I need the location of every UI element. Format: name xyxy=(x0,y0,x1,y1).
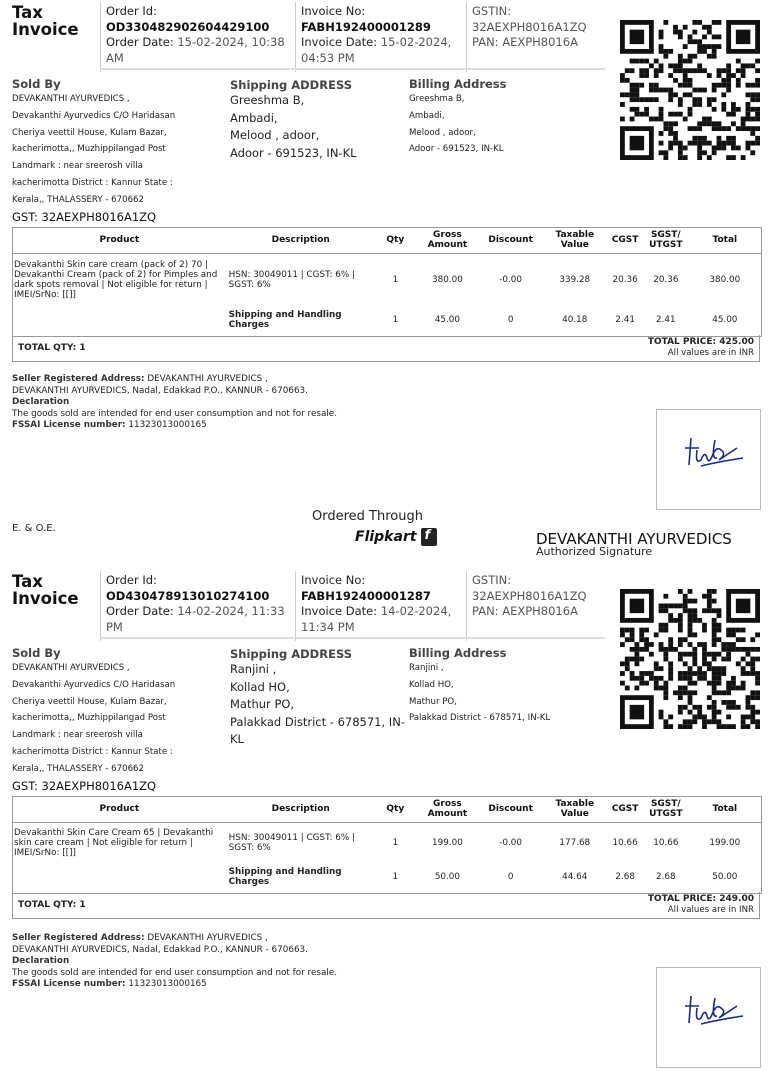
address-line: Ambadi, xyxy=(230,110,278,125)
order-id: OD330482902604429100 xyxy=(106,19,270,34)
address-line: Adoor - 691523, IN-KL xyxy=(230,145,357,160)
gstin-info: GSTIN: 32AEXPH8016A1ZQ PAN: AEXPH8016A xyxy=(472,573,612,620)
address-line: kacherimotta District : Kannur State : xyxy=(12,177,173,188)
col-sgst: SGST/ UTGST xyxy=(643,796,689,823)
order-date: 15-02-2024, 10:38 xyxy=(177,35,285,49)
address-line: Palakkad District - 678571, IN-KL xyxy=(409,713,551,724)
product-description: HSN: 30049011 | CGST: 6% | SGST: 6% xyxy=(228,269,355,290)
product-name: Devakanthi Skin Care Cream 65 | Devakanthi skin care cream | Not eligible for return | IMEI/SrNo: [[]] xyxy=(14,827,214,858)
address-line: Melood , adoor, xyxy=(230,128,320,142)
seller-footer: Seller Registered Address: DEVAKANTHI AYURVEDICS , DEVAKANTHI AYURVEDICS, Nadal, Edakkad P.O., KANNUR - 670663. Declaration The goods sold are intended for end user consumption and not for resale. FSSAI License number: 11323013000165 xyxy=(12,933,338,990)
address-line: DEVAKANTHI AYURVEDICS , xyxy=(12,663,130,673)
items-table xyxy=(12,227,761,334)
shipping-row: Shipping and Handling Charges 1 45.00 0 40.18 2.41 2.41 45.00 xyxy=(228,309,738,330)
invoice-info: Invoice No: FABH192400001287 Invoice Date: 14-02-2024, 11:34 PM xyxy=(301,573,452,634)
sold-by-address xyxy=(12,660,222,778)
address-line: Landmark : near sreerosh villa xyxy=(12,730,143,741)
col-product: Product xyxy=(12,227,227,254)
address-line: Ranjini , xyxy=(409,663,444,673)
col-discount: Discount xyxy=(479,227,542,254)
seller-footer: Seller Registered Address: DEVAKANTHI AYURVEDICS , DEVAKANTHI AYURVEDICS, Nadal, Edakkad P.O., KANNUR - 670663. Declaration The goods sold are intended for end user consumption and not for resale. FSSAI License number: 11323013000165 xyxy=(12,374,338,431)
gstin: 32AEXPH8016A1ZQ xyxy=(472,588,587,603)
col-gross: Gross Amount xyxy=(416,796,479,823)
order-date: 14-02-2024, 11:33 xyxy=(177,604,285,618)
address-line: Palakkad District - 678571, IN- xyxy=(230,714,405,729)
invoice-date: 14-02-2024, xyxy=(380,604,452,618)
invoice-number: FABH192400001289 xyxy=(301,19,431,34)
invoice-info: Invoice No: FABH192400001289 Invoice Date: 15-02-2024, 04:53 PM xyxy=(301,4,452,65)
col-description: Description xyxy=(227,796,375,823)
address-line: Ambadi, xyxy=(409,110,445,121)
billing-address: Billing Address Greeshma B, Ambadi, Melood , adoor, Adoor - 691523, IN-KL xyxy=(409,77,609,158)
address-line: Landmark : near sreerosh villa xyxy=(12,161,143,172)
address-line: Ranjini , xyxy=(230,662,277,676)
table-row: Devakanthi Skin Care Cream 65 | Devakanthi skin care cream | Not eligible for return | IMEI/SrNo: [[]] HSN: 30049011 | CGST: 6% | SGST: 6% 1 199.00 -0.00 177.68 10.66 10.66 199.00 xyxy=(12,823,761,863)
qr-code xyxy=(620,589,760,729)
items-table xyxy=(12,796,761,891)
order-info: Order Id: OD330482902604429100 Order Date: 15-02-2024, 10:38 AM xyxy=(106,4,285,65)
address-line: Kerala,, THALASSERY - 670662 xyxy=(12,194,144,205)
table-row: Devakanthi Skin care cream (pack of 2) 70 | Devakanthi Cream (pack of 2) for Pimples and dark spots removal | Not eligible for return | IMEI/SrNo: [[]] HSN: 30049011 | CGST: 6% | SGST: 6% 1 380.00 -0.00 339.28 20.36 20.36 380.00 xyxy=(12,254,761,306)
col-cgst: CGST xyxy=(607,227,643,254)
col-taxable: Taxable Value xyxy=(542,227,607,254)
col-qty: Qty xyxy=(375,227,416,254)
order-id: OD430478913010274100 xyxy=(106,588,270,603)
invoice-number: FABH192400001287 xyxy=(301,588,431,603)
signature-scribble-icon xyxy=(657,410,760,509)
address-line: Mathur PO, xyxy=(230,697,295,711)
gst-number: GST: 32AEXPH8016A1ZQ xyxy=(12,210,157,224)
col-gross: Gross Amount xyxy=(416,227,479,254)
address-line: Greeshma B, xyxy=(230,93,305,107)
col-total: Total xyxy=(689,796,761,823)
address-line: Cheriya veettil House, Kulam Bazar, xyxy=(12,127,167,138)
signature-box xyxy=(656,409,761,510)
billing-address: Billing Address Ranjini , Kollad HO, Mathur PO, Palakkad District - 678571, IN-KL xyxy=(409,646,609,727)
col-total: Total xyxy=(689,227,761,254)
address-line: Melood , adoor, xyxy=(409,127,476,138)
address-line: Adoor - 691523, IN-KL xyxy=(409,144,504,155)
address-line: Kerala,, THALASSERY - 670662 xyxy=(12,763,144,774)
address-line: Cheriya veettil House, Kulam Bazar, xyxy=(12,696,167,707)
address-line: kacherimotta,, Muzhippilangad Post xyxy=(12,713,166,724)
pan: AEXPH8016A xyxy=(502,604,578,618)
totals-row xyxy=(12,335,760,362)
currency-note: All values are in INR xyxy=(667,905,754,915)
col-product: Product xyxy=(12,796,227,823)
total-qty: TOTAL QTY: 1 xyxy=(18,900,86,910)
flipkart-bag-icon xyxy=(421,528,437,546)
gstin: 32AEXPH8016A1ZQ xyxy=(472,19,587,34)
qr-code xyxy=(620,20,760,160)
col-description: Description xyxy=(227,227,375,254)
gst-number: GST: 32AEXPH8016A1ZQ xyxy=(12,779,157,793)
col-taxable: Taxable Value xyxy=(542,796,607,823)
signature-box xyxy=(656,967,761,1068)
sold-by: Sold By DEVAKANTHI AYURVEDICS , Devakanthi Ayurvedics C/O Haridasan Cheriya veettil House, Kulam Bazar, kacherimotta,, Muzhippilangad Post Landmark : near sreerosh villa kacherimotta District : Kannur State : Kerala,, THALASSERY - 670662 xyxy=(12,646,222,778)
address-line: kacherimotta,, Muzhippilangad Post xyxy=(12,144,166,155)
eoe-note: E. & O.E. xyxy=(12,523,56,534)
pan: AEXPH8016A xyxy=(502,35,578,49)
shipping-address: Shipping ADDRESS Greeshma B, Ambadi, Melood , adoor, Adoor - 691523, IN-KL xyxy=(230,78,405,162)
product-name: Devakanthi Skin care cream (pack of 2) 70 | Devakanthi Cream (pack of 2) for Pimples and dark spots removal | Not eligible for return | IMEI/SrNo: [[]] xyxy=(14,259,218,300)
address-line: DEVAKANTHI AYURVEDICS , xyxy=(12,94,130,104)
product-description: HSN: 30049011 | CGST: 6% | SGST: 6% xyxy=(228,832,355,853)
address-line: kacherimotta District : Kannur State : xyxy=(12,746,173,757)
invoice-date: 15-02-2024, xyxy=(380,35,452,49)
address-line: KL xyxy=(230,732,244,746)
col-qty: Qty xyxy=(375,796,416,823)
total-price: TOTAL PRICE: 425.00 xyxy=(647,337,754,347)
authorized-signature: Authorized Signature xyxy=(536,545,653,558)
address-line: Mathur PO, xyxy=(409,696,457,707)
invoice-title: Tax Invoice xyxy=(12,572,79,608)
order-info: Order Id: OD430478913010274100 Order Date: 14-02-2024, 11:33 PM xyxy=(106,573,285,634)
flipkart-logo: Flipkartf xyxy=(355,528,437,546)
invoice-2 xyxy=(0,569,768,1024)
sold-by-address xyxy=(12,91,222,209)
sold-by: Sold By DEVAKANTHI AYURVEDICS , Devakanthi Ayurvedics C/O Haridasan Cheriya veettil House, Kulam Bazar, kacherimotta,, Muzhippilangad Post Landmark : near sreerosh villa kacherimotta District : Kannur State : Kerala,, THALASSERY - 670662 xyxy=(12,77,222,209)
address-line: Devakanthi Ayurvedics C/O Haridasan xyxy=(12,679,176,690)
currency-note: All values are in INR xyxy=(667,348,754,358)
col-sgst: SGST/ UTGST xyxy=(643,227,689,254)
address-line: Kollad HO, xyxy=(230,679,290,694)
gstin-info: GSTIN: 32AEXPH8016A1ZQ PAN: AEXPH8016A xyxy=(472,4,612,51)
address-line: Devakanthi Ayurvedics C/O Haridasan xyxy=(12,110,176,121)
shipping-row: Shipping and Handling Charges 1 50.00 0 44.64 2.68 2.68 50.00 xyxy=(228,866,738,887)
seller-name: DEVAKANTHI AYURVEDICS xyxy=(536,530,732,548)
ordered-through: Ordered Through xyxy=(312,509,423,524)
totals-row xyxy=(12,892,760,919)
invoice-title: Tax Invoice xyxy=(12,3,79,39)
shipping-address: Shipping ADDRESS Ranjini , Kollad HO, Mathur PO, Palakkad District - 678571, IN- KL xyxy=(230,647,405,749)
total-price: TOTAL PRICE: 249.00 xyxy=(647,894,754,904)
col-cgst: CGST xyxy=(607,796,643,823)
col-discount: Discount xyxy=(479,796,542,823)
total-qty: TOTAL QTY: 1 xyxy=(18,343,86,353)
address-line: Kollad HO, xyxy=(409,679,454,690)
address-line: Greeshma B, xyxy=(409,94,465,104)
signature-scribble-icon xyxy=(657,968,760,1067)
